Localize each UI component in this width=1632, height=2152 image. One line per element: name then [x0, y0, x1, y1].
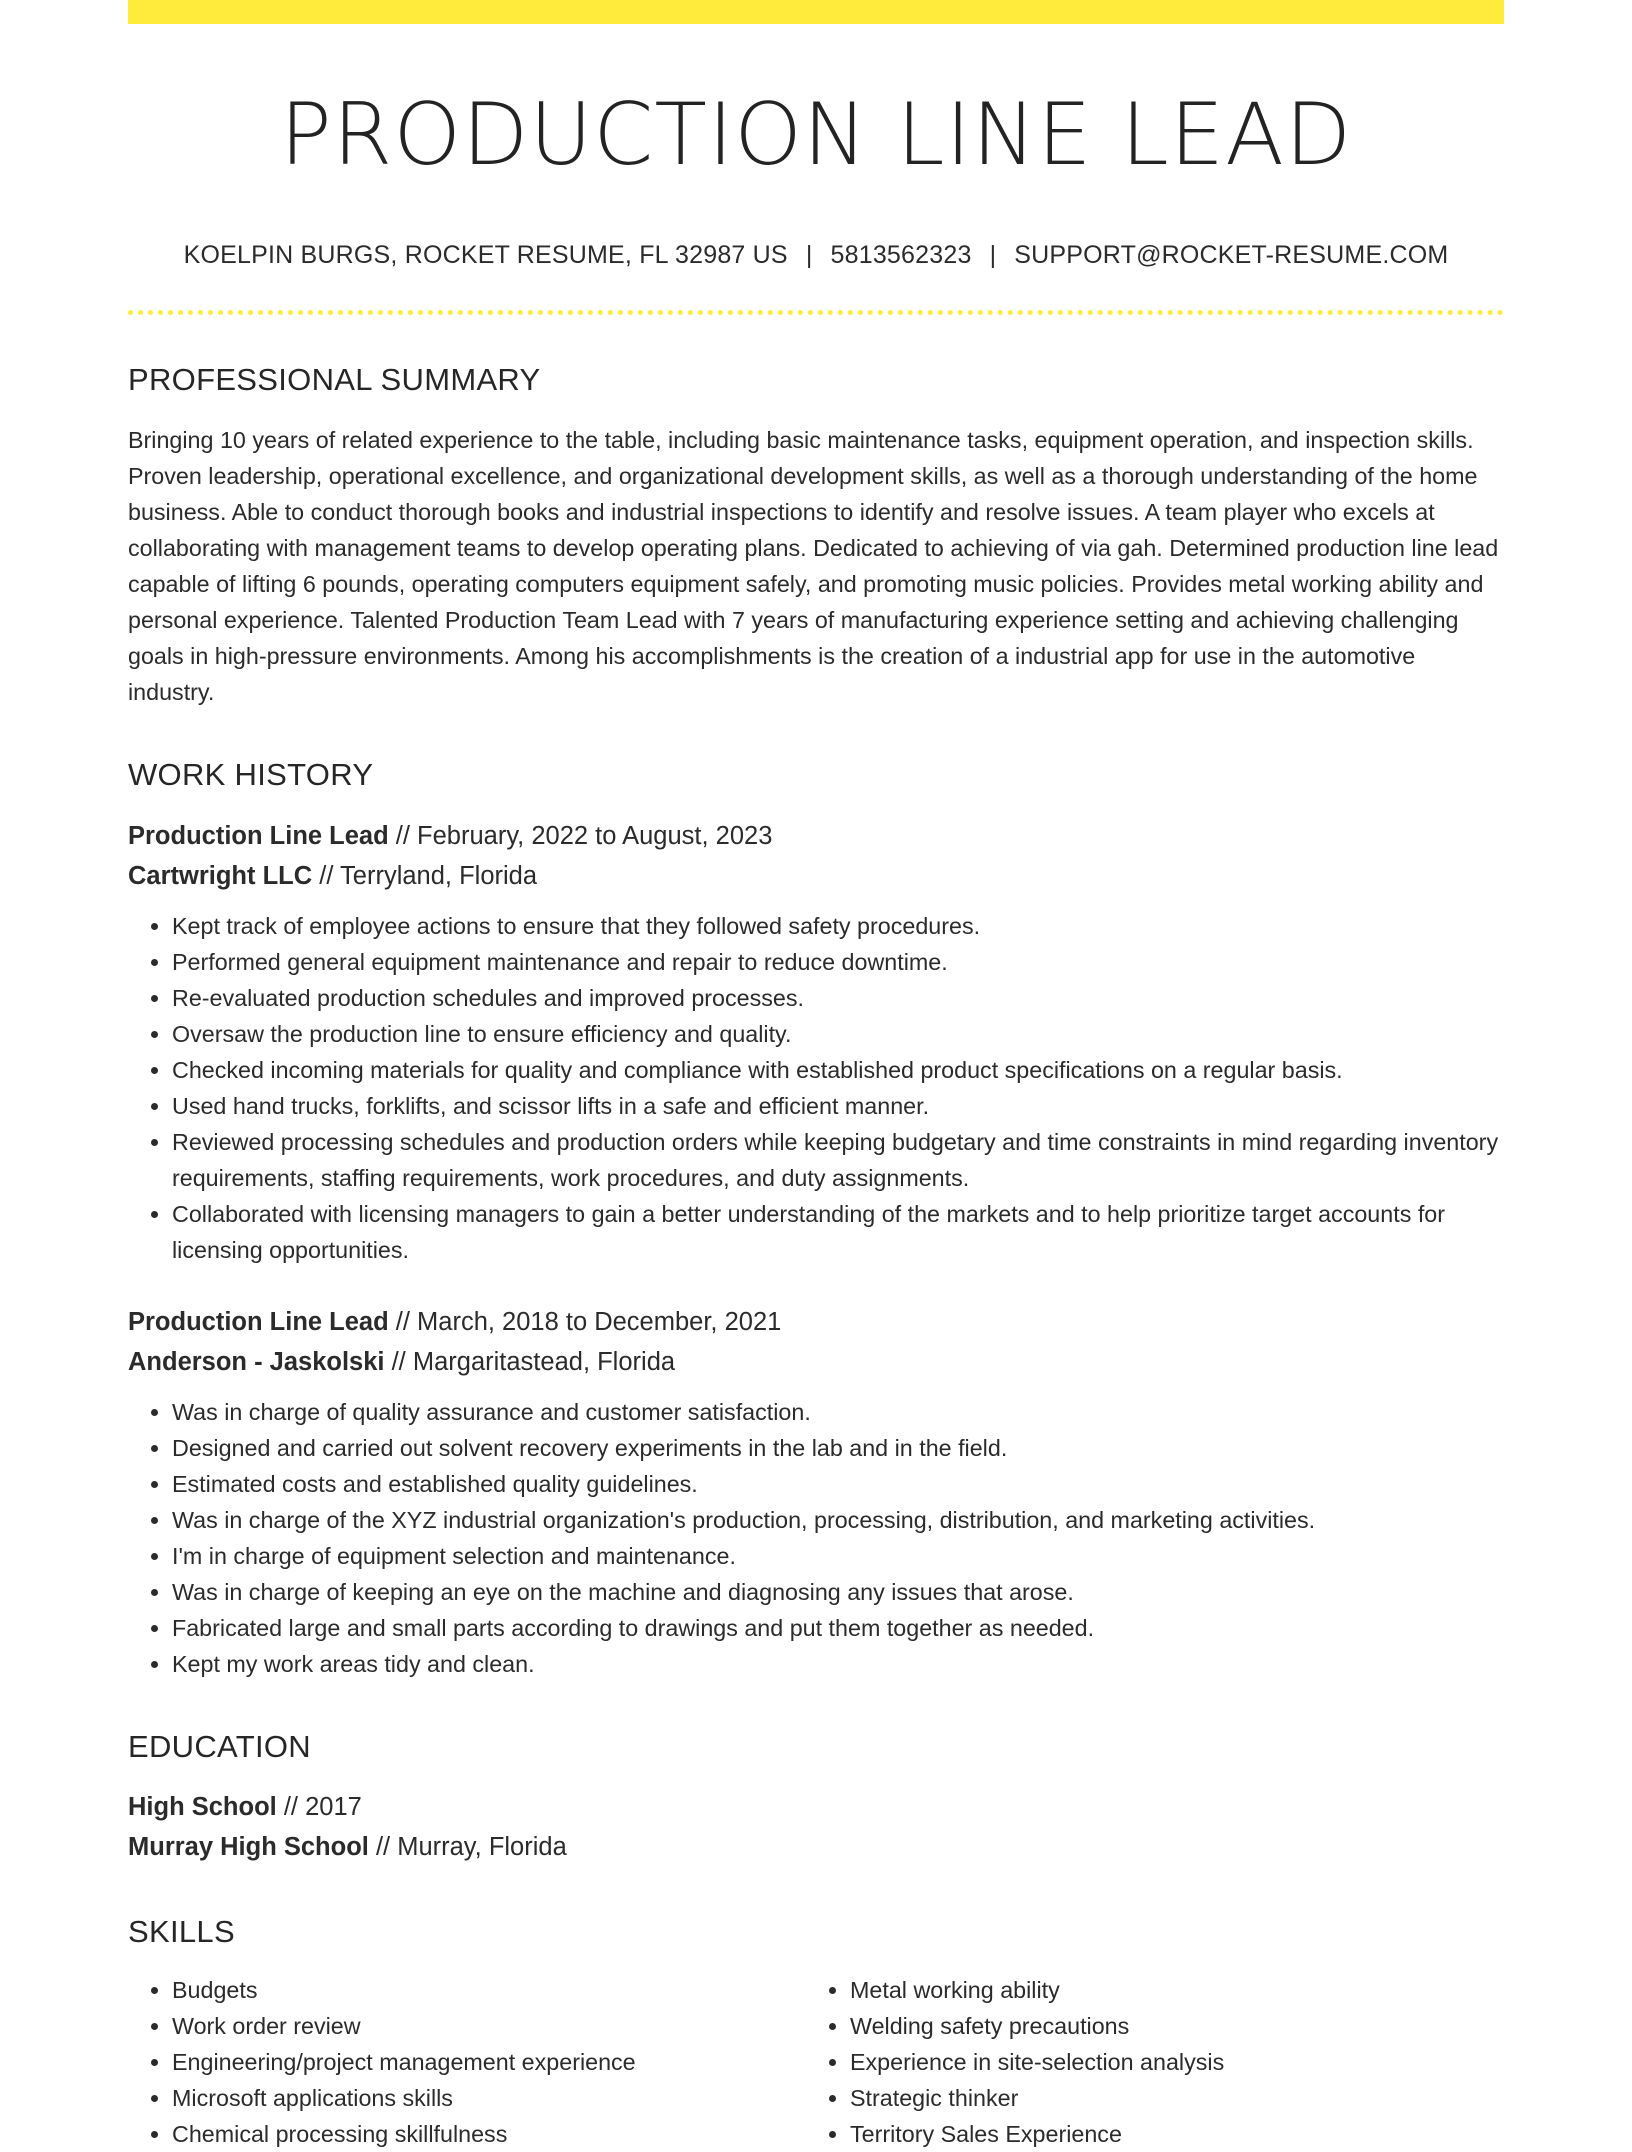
- job-location: // Terryland, Florida: [312, 861, 538, 890]
- education-entry: [128, 1787, 1504, 1867]
- education-degree-line: [128, 1787, 1504, 1827]
- list-item: • Was in charge of keeping an eye on the machine and diagnosing any issues that arose.: [172, 1574, 1504, 1610]
- list-item: • Oversaw the production line to ensure efficiency and quality.: [172, 1016, 1504, 1052]
- section-heading-education: EDUCATION: [128, 1728, 311, 1764]
- education-school-line: [128, 1827, 1504, 1867]
- list-item: • Experience in site-selection analysis: [850, 2044, 1224, 2080]
- list-item: • Was in charge of the XYZ industrial organization's production, processing, distribution, and marketing activities.: [172, 1502, 1504, 1538]
- list-item: • Reviewed processing schedules and production orders while keeping budgetary and time constraints in mind regarding inventory requirements, staffing requirements, work procedures, and duty assignments.: [172, 1124, 1504, 1196]
- list-item: • Microsoft applications skills: [172, 2080, 806, 2116]
- list-item: • Kept track of employee actions to ensure that they followed safety procedures.: [172, 908, 1504, 944]
- job-company: Cartwright LLC: [128, 861, 313, 890]
- job-bullets: [128, 1394, 1504, 1682]
- resume-page: [128, 0, 1504, 2152]
- dotted-divider: [128, 310, 1504, 315]
- job-bullets: [128, 908, 1504, 1268]
- contact-address: KOELPIN BURGS, ROCKET RESUME, FL 32987 US: [183, 241, 788, 270]
- list-item: • Territory Sales Experience: [850, 2116, 1224, 2152]
- list-item: • Strategic thinker: [850, 2080, 1224, 2116]
- job-company-line: [128, 856, 1504, 896]
- list-item: • Designed and carried out solvent recovery experiments in the lab and in the field.: [172, 1430, 1504, 1466]
- education-location: // Murray, Florida: [368, 1832, 567, 1861]
- list-item: • Work order review: [172, 2008, 806, 2044]
- education-year: // 2017: [276, 1792, 362, 1821]
- section-heading-work: WORK HISTORY: [128, 757, 374, 793]
- contact-separator: |: [805, 241, 813, 270]
- job-entry: [128, 816, 1504, 1268]
- contact-separator: |: [989, 241, 997, 270]
- list-item: • Budgets: [172, 1972, 806, 2008]
- contact-email: SUPPORT@ROCKET-RESUME.COM: [1014, 241, 1449, 270]
- list-item: • Kept my work areas tidy and clean.: [172, 1646, 1504, 1682]
- list-item: • Engineering/project management experience: [172, 2044, 806, 2080]
- job-title: Production Line Lead: [128, 821, 389, 850]
- list-item: • I'm in charge of equipment selection and maintenance.: [172, 1538, 1504, 1574]
- list-item: • Used hand trucks, forklifts, and scissor lifts in a safe and efficient manner.: [172, 1088, 1504, 1124]
- section-heading-skills: SKILLS: [128, 1913, 235, 1949]
- job-company: Anderson - Jaskolski: [128, 1347, 385, 1376]
- list-item: • Welding safety precautions: [850, 2008, 1224, 2044]
- contact-line: [128, 241, 1504, 270]
- summary-text: Bringing 10 years of related experience to the table, including basic maintenance tasks, equipment operation, and inspection skills. Proven leadership, operational excellence, and organizational development skills, as well as a thorough understanding of the home business. Able to conduct thorough books and industrial inspections to identify and resolve issues. A team player who excels at collaborating with management teams to develop operating plans. Dedicated to achieving of via gah. Determined production line lead capable of lifting 6 pounds, operating computers equipment safely, and promoting music policies. Provides metal working ability and personal experience. Talented Production Team Lead with 7 years of manufacturing experience setting and achieving challenging goals in high-pressure environments. Among his accomplishments is the creation of a industrial app for use in the automotive industry.: [128, 427, 1499, 706]
- job-title: Production Line Lead: [128, 1307, 389, 1336]
- list-item: • Checked incoming materials for quality and compliance with established product specifications on a regular basis.: [172, 1052, 1504, 1088]
- skills-right-list: [806, 1972, 1224, 2152]
- list-item: • Chemical processing skillfulness: [172, 2116, 806, 2152]
- list-item: • Estimated costs and established quality guidelines.: [172, 1466, 1504, 1502]
- resume-title: PRODUCTION LINE LEAD: [279, 85, 1353, 185]
- list-item: • Was in charge of quality assurance and customer satisfaction.: [172, 1394, 1504, 1430]
- section-heading-summary: PROFESSIONAL SUMMARY: [128, 362, 541, 398]
- list-item: • Collaborated with licensing managers to gain a better understanding of the markets and to help prioritize target accounts for licensing opportunities.: [172, 1196, 1504, 1268]
- education-degree: High School: [128, 1792, 277, 1821]
- education-school: Murray High School: [128, 1832, 369, 1861]
- list-item: • Metal working ability: [850, 1972, 1224, 2008]
- job-dates: // February, 2022 to August, 2023: [388, 821, 773, 850]
- job-title-line: [128, 816, 1504, 856]
- list-item: • Re-evaluated production schedules and improved processes.: [172, 980, 1504, 1016]
- accent-bar: [128, 0, 1504, 24]
- skills-columns: [128, 1972, 1504, 2152]
- job-location: // Margaritastead, Florida: [384, 1347, 676, 1376]
- list-item: • Fabricated large and small parts according to drawings and put them together as needed.: [172, 1610, 1504, 1646]
- job-company-line: [128, 1342, 1504, 1382]
- job-title-line: [128, 1302, 1504, 1342]
- job-dates: // March, 2018 to December, 2021: [388, 1307, 782, 1336]
- job-entry: [128, 1302, 1504, 1682]
- contact-phone: 5813562323: [830, 241, 972, 270]
- list-item: • Performed general equipment maintenance and repair to reduce downtime.: [172, 944, 1504, 980]
- skills-left-list: [128, 1972, 806, 2152]
